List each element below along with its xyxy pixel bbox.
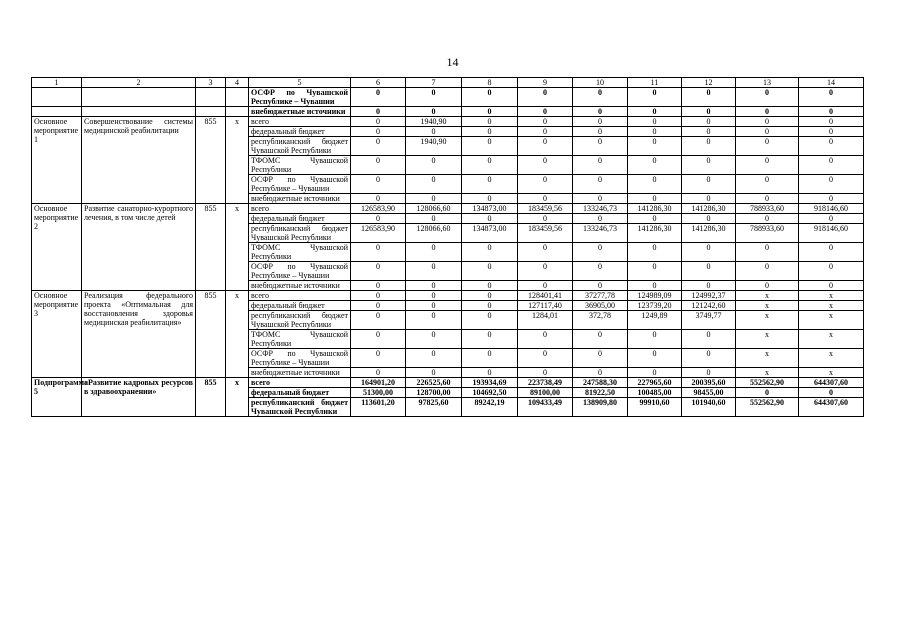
amount-cell: 0 — [351, 107, 406, 117]
amount-cell: 0 — [351, 368, 406, 378]
amount-cell: 183459,56 — [518, 204, 573, 214]
amount-cell: 89100,00 — [518, 388, 573, 398]
amount-cell: 0 — [351, 291, 406, 301]
amount-cell: 0 — [518, 281, 573, 291]
column-number: 9 — [518, 78, 573, 88]
amount-cell: 918146,60 — [799, 224, 864, 243]
amount-cell: 0 — [573, 127, 628, 137]
amount-cell: 0 — [682, 262, 736, 281]
amount-cell: 193934,69 — [462, 378, 518, 388]
ministry-code-cell: 855 — [196, 117, 226, 204]
amount-cell: 0 — [462, 281, 518, 291]
amount-cell: 0 — [682, 243, 736, 262]
amount-cell: 0 — [406, 214, 462, 224]
column-number: 14 — [799, 78, 864, 88]
amount-cell: 0 — [799, 107, 864, 117]
funding-source-cell: внебюджетные источники — [249, 281, 351, 291]
amount-cell: 0 — [628, 281, 682, 291]
amount-cell: 0 — [799, 88, 864, 107]
amount-cell: 0 — [462, 156, 518, 175]
amount-cell: 0 — [406, 88, 462, 107]
amount-cell: 0 — [462, 349, 518, 368]
funding-source-cell: внебюджетные источники — [249, 107, 351, 117]
amount-cell: 0 — [351, 311, 406, 330]
amount-cell: 0 — [628, 175, 682, 194]
amount-cell: 0 — [518, 88, 573, 107]
activity-name-cell: Развитие санаторно-курортного лечения, в том числе детей — [82, 204, 196, 291]
amount-cell: 0 — [351, 194, 406, 204]
empty-cell — [32, 107, 82, 117]
amount-cell: 0 — [351, 175, 406, 194]
amount-cell: 0 — [518, 117, 573, 127]
amount-cell: 0 — [628, 330, 682, 349]
activity-status-cell: Основное мероприятие 1 — [32, 117, 82, 204]
amount-cell: 0 — [682, 175, 736, 194]
amount-cell: 0 — [573, 281, 628, 291]
ministry-code-cell: 855 — [196, 378, 226, 417]
empty-cell — [226, 88, 249, 107]
amount-cell: 0 — [462, 137, 518, 156]
amount-cell: 644307,60 — [799, 378, 864, 388]
column-number-row — [32, 78, 864, 88]
amount-cell: 0 — [351, 301, 406, 311]
amount-cell: 200395,60 — [682, 378, 736, 388]
amount-cell: 0 — [628, 107, 682, 117]
amount-cell: 0 — [406, 330, 462, 349]
amount-cell: 0 — [573, 243, 628, 262]
amount-cell: 121242,60 — [682, 301, 736, 311]
amount-cell: 0 — [736, 214, 799, 224]
amount-cell: 0 — [518, 262, 573, 281]
funding-source-cell: республиканский бюджет Чувашской Республики — [249, 137, 351, 156]
amount-cell: 552562,90 — [736, 398, 799, 417]
amount-cell: 0 — [351, 117, 406, 127]
column-number: 6 — [351, 78, 406, 88]
amount-cell: 0 — [351, 262, 406, 281]
page-number: 14 — [446, 55, 459, 69]
amount-cell: 0 — [518, 194, 573, 204]
amount-cell: 126583,90 — [351, 224, 406, 243]
amount-cell: 141286,30 — [628, 204, 682, 214]
funding-source-cell: федеральный бюджет — [249, 388, 351, 398]
ministry-code-cell: 855 — [196, 291, 226, 378]
empty-cell — [196, 107, 226, 117]
funding-source-cell: ОСФР по Чувашской Республике – Чувашии — [249, 88, 351, 107]
amount-cell: 0 — [406, 281, 462, 291]
column-number: 7 — [406, 78, 462, 88]
amount-cell: 0 — [799, 243, 864, 262]
activity-name-cell: «Развитие кадровых ресурсов в здравоохранении» — [82, 378, 196, 417]
amount-cell: 0 — [573, 262, 628, 281]
amount-cell: 134873,00 — [462, 224, 518, 243]
amount-cell: 0 — [682, 107, 736, 117]
table-row — [32, 204, 864, 214]
amount-cell: 0 — [682, 156, 736, 175]
amount-cell: 0 — [351, 349, 406, 368]
amount-cell: 0 — [462, 368, 518, 378]
amount-cell: 128066,60 — [406, 204, 462, 214]
amount-cell: 0 — [406, 156, 462, 175]
amount-cell: 0 — [406, 243, 462, 262]
amount-cell: 552562,90 — [736, 378, 799, 388]
amount-cell: 97825,60 — [406, 398, 462, 417]
amount-cell: 133246,73 — [573, 224, 628, 243]
column-number: 13 — [736, 78, 799, 88]
amount-cell: 0 — [799, 156, 864, 175]
amount-cell: 0 — [682, 127, 736, 137]
amount-cell: 0 — [628, 88, 682, 107]
amount-cell: 0 — [573, 156, 628, 175]
amount-cell: 0 — [518, 107, 573, 117]
section-code-cell: x — [226, 204, 249, 291]
amount-cell: 0 — [573, 88, 628, 107]
amount-cell: 0 — [736, 156, 799, 175]
ministry-code-cell: 855 — [196, 204, 226, 291]
amount-cell: 0 — [628, 127, 682, 137]
table-row — [32, 378, 864, 388]
amount-cell: 1940,90 — [406, 137, 462, 156]
amount-cell: 0 — [799, 137, 864, 156]
amount-cell: 0 — [518, 368, 573, 378]
funding-source-cell: ОСФР по Чувашской Республике – Чувашии — [249, 349, 351, 368]
amount-cell: 0 — [351, 127, 406, 137]
amount-cell: 133246,73 — [573, 204, 628, 214]
amount-cell: 0 — [736, 262, 799, 281]
amount-cell: x — [736, 349, 799, 368]
amount-cell: 0 — [462, 117, 518, 127]
amount-cell: 0 — [682, 349, 736, 368]
activity-status-cell: Подпрограмма 5 — [32, 378, 82, 417]
amount-cell: 226525,60 — [406, 378, 462, 388]
amount-cell: 81922,50 — [573, 388, 628, 398]
amount-cell: 0 — [351, 156, 406, 175]
amount-cell: 37277,78 — [573, 291, 628, 301]
amount-cell: 0 — [351, 330, 406, 349]
amount-cell: 183459,56 — [518, 224, 573, 243]
amount-cell: 223738,49 — [518, 378, 573, 388]
amount-cell: 128066,60 — [406, 224, 462, 243]
budget-table — [31, 77, 864, 417]
amount-cell: 98455,00 — [682, 388, 736, 398]
amount-cell: 0 — [628, 137, 682, 156]
amount-cell: 788933,60 — [736, 224, 799, 243]
column-number: 8 — [462, 78, 518, 88]
amount-cell: 0 — [351, 137, 406, 156]
amount-cell: x — [799, 368, 864, 378]
amount-cell: 0 — [682, 281, 736, 291]
funding-source-cell: ОСФР по Чувашской Республике – Чувашии — [249, 262, 351, 281]
activity-name-cell: Реализация федерального проекта «Оптимальная для восстановления здоровья медицинская реабилитация» — [82, 291, 196, 378]
amount-cell: 0 — [736, 388, 799, 398]
amount-cell: x — [799, 330, 864, 349]
amount-cell: 0 — [462, 311, 518, 330]
amount-cell: 1940,90 — [406, 117, 462, 127]
amount-cell: 0 — [462, 175, 518, 194]
amount-cell: 0 — [573, 175, 628, 194]
amount-cell: 0 — [573, 330, 628, 349]
amount-cell: 138909,80 — [573, 398, 628, 417]
amount-cell: 0 — [518, 127, 573, 137]
amount-cell: 0 — [462, 243, 518, 262]
amount-cell: 0 — [351, 281, 406, 291]
amount-cell: 127117,40 — [518, 301, 573, 311]
amount-cell: 0 — [518, 175, 573, 194]
amount-cell: 0 — [736, 107, 799, 117]
funding-source-cell: республиканский бюджет Чувашской Республики — [249, 224, 351, 243]
amount-cell: 0 — [351, 214, 406, 224]
budget-table-body — [32, 78, 864, 417]
amount-cell: 101940,60 — [682, 398, 736, 417]
amount-cell: 0 — [406, 368, 462, 378]
amount-cell: 0 — [682, 88, 736, 107]
amount-cell: 0 — [573, 107, 628, 117]
amount-cell: 0 — [462, 262, 518, 281]
amount-cell: 0 — [406, 301, 462, 311]
column-number: 4 — [226, 78, 249, 88]
amount-cell: x — [799, 301, 864, 311]
amount-cell: 0 — [628, 156, 682, 175]
funding-source-cell: внебюджетные источники — [249, 368, 351, 378]
funding-source-cell: ТФОМС Чувашской Республики — [249, 330, 351, 349]
amount-cell: 141286,30 — [628, 224, 682, 243]
amount-cell: 0 — [628, 368, 682, 378]
amount-cell: 0 — [518, 137, 573, 156]
amount-cell: 788933,60 — [736, 204, 799, 214]
amount-cell: 0 — [351, 243, 406, 262]
amount-cell: 134873,00 — [462, 204, 518, 214]
amount-cell: 0 — [628, 194, 682, 204]
amount-cell: 0 — [573, 117, 628, 127]
amount-cell: 36905,00 — [573, 301, 628, 311]
amount-cell: 124992,37 — [682, 291, 736, 301]
amount-cell: x — [736, 301, 799, 311]
amount-cell: 0 — [628, 243, 682, 262]
amount-cell: 104692,50 — [462, 388, 518, 398]
amount-cell: 0 — [406, 107, 462, 117]
amount-cell: 0 — [573, 214, 628, 224]
amount-cell: 164901,20 — [351, 378, 406, 388]
amount-cell: 0 — [736, 117, 799, 127]
funding-source-cell: всего — [249, 117, 351, 127]
amount-cell: x — [736, 368, 799, 378]
amount-cell: 0 — [736, 194, 799, 204]
amount-cell: 0 — [518, 349, 573, 368]
amount-cell: 0 — [518, 330, 573, 349]
activity-status-cell: Основное мероприятие 3 — [32, 291, 82, 378]
amount-cell: 124989,09 — [628, 291, 682, 301]
section-code-cell: x — [226, 378, 249, 417]
amount-cell: 89242,19 — [462, 398, 518, 417]
column-number: 3 — [196, 78, 226, 88]
amount-cell: 372,78 — [573, 311, 628, 330]
amount-cell: 0 — [682, 214, 736, 224]
amount-cell: 918146,60 — [799, 204, 864, 214]
amount-cell: x — [736, 291, 799, 301]
amount-cell: 0 — [736, 88, 799, 107]
amount-cell: 123739,20 — [628, 301, 682, 311]
amount-cell: 0 — [799, 127, 864, 137]
amount-cell: 0 — [573, 137, 628, 156]
table-row — [32, 88, 864, 107]
amount-cell: 0 — [462, 330, 518, 349]
column-number: 5 — [249, 78, 351, 88]
column-number: 10 — [573, 78, 628, 88]
section-code-cell: x — [226, 117, 249, 204]
amount-cell: 0 — [799, 281, 864, 291]
amount-cell: x — [736, 330, 799, 349]
amount-cell: 109433,49 — [518, 398, 573, 417]
funding-source-cell: ТФОМС Чувашской Республики — [249, 243, 351, 262]
amount-cell: 0 — [736, 137, 799, 156]
amount-cell: 0 — [628, 349, 682, 368]
amount-cell: 128700,00 — [406, 388, 462, 398]
amount-cell: 0 — [406, 194, 462, 204]
amount-cell: 0 — [406, 127, 462, 137]
amount-cell: 0 — [799, 262, 864, 281]
amount-cell: 0 — [682, 194, 736, 204]
funding-source-cell: всего — [249, 204, 351, 214]
amount-cell: 0 — [736, 127, 799, 137]
amount-cell: 0 — [799, 388, 864, 398]
amount-cell: 0 — [462, 88, 518, 107]
funding-source-cell: ТФОМС Чувашской Республики — [249, 156, 351, 175]
table-row — [32, 117, 864, 127]
amount-cell: 0 — [736, 281, 799, 291]
amount-cell: 0 — [406, 349, 462, 368]
amount-cell: 227965,60 — [628, 378, 682, 388]
amount-cell: 0 — [628, 214, 682, 224]
amount-cell: 0 — [462, 214, 518, 224]
funding-source-cell: всего — [249, 378, 351, 388]
amount-cell: 0 — [518, 156, 573, 175]
amount-cell: 0 — [628, 262, 682, 281]
amount-cell: 51300,00 — [351, 388, 406, 398]
amount-cell: 0 — [406, 291, 462, 301]
amount-cell: 0 — [799, 117, 864, 127]
activity-status-cell: Основное мероприятие 2 — [32, 204, 82, 291]
amount-cell: 0 — [462, 301, 518, 311]
amount-cell: 0 — [682, 137, 736, 156]
amount-cell: 0 — [462, 194, 518, 204]
funding-source-cell: республиканский бюджет Чувашской Республики — [249, 311, 351, 330]
amount-cell: 0 — [573, 349, 628, 368]
funding-source-cell: федеральный бюджет — [249, 214, 351, 224]
amount-cell: 0 — [406, 311, 462, 330]
funding-source-cell: федеральный бюджет — [249, 301, 351, 311]
amount-cell: 247588,30 — [573, 378, 628, 388]
amount-cell: 0 — [406, 262, 462, 281]
column-number: 2 — [82, 78, 196, 88]
amount-cell: x — [799, 291, 864, 301]
amount-cell: 1284,01 — [518, 311, 573, 330]
amount-cell: 0 — [682, 368, 736, 378]
amount-cell: 0 — [682, 117, 736, 127]
funding-source-cell: внебюджетные источники — [249, 194, 351, 204]
empty-cell — [196, 88, 226, 107]
funding-source-cell: всего — [249, 291, 351, 301]
amount-cell: 644307,60 — [799, 398, 864, 417]
table-row — [32, 107, 864, 117]
amount-cell: 0 — [573, 194, 628, 204]
amount-cell: 113601,20 — [351, 398, 406, 417]
amount-cell: 0 — [518, 214, 573, 224]
amount-cell: 0 — [799, 175, 864, 194]
empty-cell — [226, 107, 249, 117]
amount-cell: 0 — [736, 243, 799, 262]
amount-cell: 0 — [799, 194, 864, 204]
empty-cell — [32, 88, 82, 107]
activity-name-cell: Совершенствование системы медицинской реабилитации — [82, 117, 196, 204]
column-number: 1 — [32, 78, 82, 88]
amount-cell: 0 — [406, 175, 462, 194]
funding-source-cell: федеральный бюджет — [249, 127, 351, 137]
section-code-cell: x — [226, 291, 249, 378]
amount-cell: 141286,30 — [682, 224, 736, 243]
amount-cell: 99910,60 — [628, 398, 682, 417]
amount-cell: 100485,00 — [628, 388, 682, 398]
amount-cell: 0 — [462, 107, 518, 117]
amount-cell: x — [736, 311, 799, 330]
amount-cell: 0 — [628, 117, 682, 127]
column-number: 12 — [682, 78, 736, 88]
empty-cell — [82, 107, 196, 117]
amount-cell: 0 — [573, 368, 628, 378]
amount-cell: 0 — [682, 330, 736, 349]
amount-cell: 0 — [351, 88, 406, 107]
amount-cell: 0 — [799, 214, 864, 224]
amount-cell: 3749,77 — [682, 311, 736, 330]
funding-source-cell: ОСФР по Чувашской Республике – Чувашии — [249, 175, 351, 194]
amount-cell: 0 — [462, 291, 518, 301]
amount-cell: x — [799, 311, 864, 330]
funding-source-cell: республиканский бюджет Чувашской Республики — [249, 398, 351, 417]
column-number: 11 — [628, 78, 682, 88]
amount-cell: 0 — [462, 127, 518, 137]
empty-cell — [82, 88, 196, 107]
amount-cell: 1249,89 — [628, 311, 682, 330]
amount-cell: x — [799, 349, 864, 368]
table-row — [32, 291, 864, 301]
amount-cell: 128401,41 — [518, 291, 573, 301]
amount-cell: 0 — [736, 175, 799, 194]
amount-cell: 141286,30 — [682, 204, 736, 214]
amount-cell: 126583,90 — [351, 204, 406, 214]
amount-cell: 0 — [518, 243, 573, 262]
